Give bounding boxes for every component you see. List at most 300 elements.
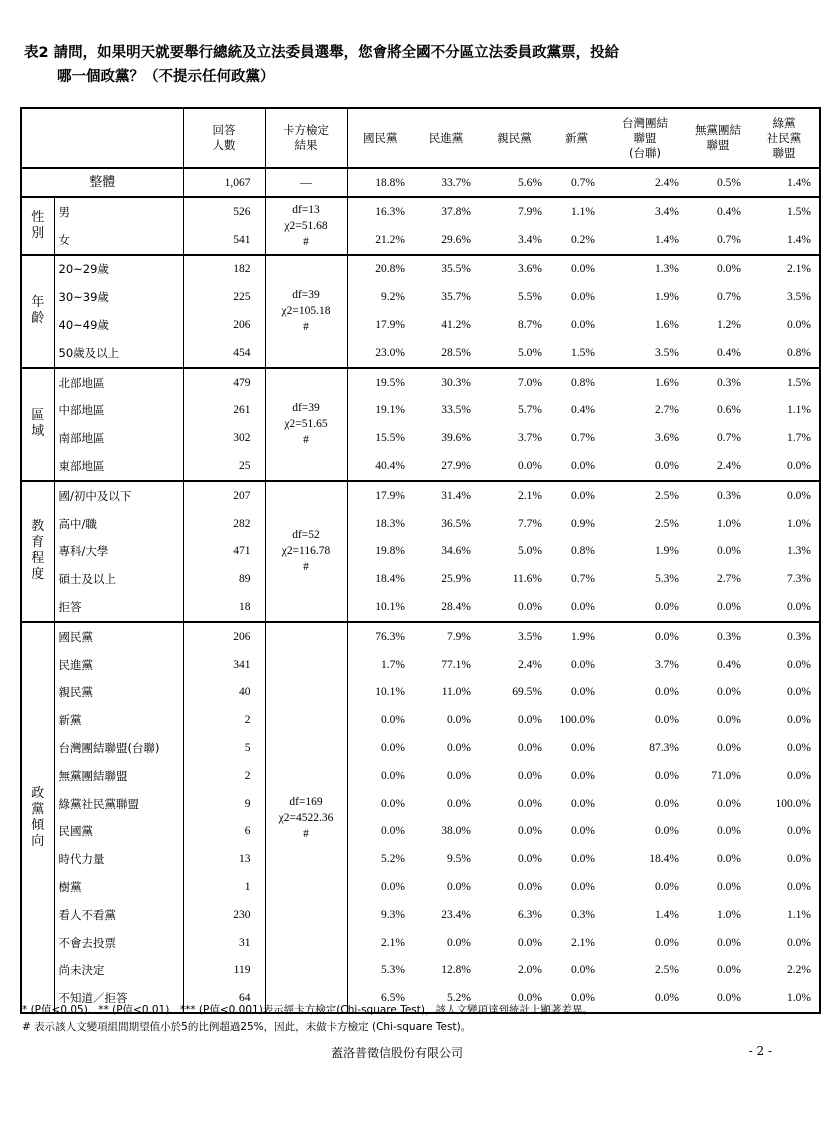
header-party <box>603 108 687 168</box>
respondent-count: 6 <box>183 818 265 846</box>
group-label <box>21 481 54 622</box>
header-party-line: 綠黨 <box>772 115 796 130</box>
respondent-count: 89 <box>183 565 265 593</box>
percent-cell: 0.0% <box>787 489 811 502</box>
percent-cell: 2.5% <box>655 517 679 530</box>
percent-cell: 0.0% <box>717 742 741 755</box>
percent-cell: 1.0% <box>717 908 741 921</box>
chi-square-line: # <box>303 827 309 840</box>
percent-cell: 1.5% <box>787 205 811 218</box>
percent-cell: 0.0% <box>787 769 811 782</box>
group-label <box>21 255 54 368</box>
percent-cell: 0.0% <box>655 686 679 699</box>
percent-cell: 3.5% <box>655 346 679 359</box>
percent-cell: 0.7% <box>571 176 595 189</box>
respondent-count: 341 <box>183 651 265 679</box>
chi-square-line: χ2=4522.36 <box>278 811 334 824</box>
percent-cell: 0.0% <box>518 460 542 473</box>
group-label-char: 區 <box>31 408 45 424</box>
percent-cell: 0.0% <box>518 992 542 1005</box>
header-party-line: 民進黨 <box>428 130 464 145</box>
row-label: 50歲及以上 <box>54 339 183 368</box>
chi-square-line: # <box>303 235 309 248</box>
respondent-count: 225 <box>183 283 265 311</box>
respondent-count: 207 <box>183 481 265 510</box>
percent-cell: 0.0% <box>655 601 679 614</box>
percent-cell: 3.7% <box>655 658 679 671</box>
percent-cell: 0.0% <box>655 714 679 727</box>
percent-cell: 36.5% <box>441 517 471 530</box>
percent-cell: 5.3% <box>347 957 413 985</box>
percent-cell: 17.9% <box>347 481 413 510</box>
percent-cell: 37.8% <box>441 205 471 218</box>
percent-cell: 6.5% <box>347 984 413 1013</box>
percent-cell: 17.9% <box>347 311 413 339</box>
header-party <box>749 108 820 168</box>
header-respondents-line: 回答 <box>212 123 236 137</box>
header-party <box>347 108 413 168</box>
percent-cell: 18.4% <box>649 853 679 866</box>
table-row <box>21 311 820 339</box>
percent-cell: 0.2% <box>571 233 595 246</box>
group-label-char: 政 <box>31 785 45 801</box>
percent-cell: 0.0% <box>447 881 471 894</box>
percent-cell: 0.0% <box>571 881 595 894</box>
percent-cell: 87.3% <box>649 742 679 755</box>
table-row <box>21 651 820 679</box>
percent-cell: 5.3% <box>655 573 679 586</box>
group-label-char: 齡 <box>31 311 45 327</box>
respondent-count: 9 <box>183 790 265 818</box>
row-label: 看人不看黨 <box>54 901 183 929</box>
header-respondents <box>183 108 265 168</box>
table-body <box>21 168 820 1013</box>
group-label <box>21 622 54 1013</box>
percent-cell: 1.9% <box>655 545 679 558</box>
row-label: 親民黨 <box>54 679 183 707</box>
respondent-count: 40 <box>183 679 265 707</box>
chi-square-line: df=39 <box>292 402 320 415</box>
group-label <box>21 368 54 481</box>
percent-cell: 2.5% <box>655 489 679 502</box>
percent-cell: 0.0% <box>787 742 811 755</box>
percent-cell: 35.5% <box>441 263 471 276</box>
percent-cell: 0.4% <box>717 658 741 671</box>
percent-cell: 23.0% <box>347 339 413 368</box>
percent-cell: 0.3% <box>571 908 595 921</box>
table-row <box>21 762 820 790</box>
table-row <box>21 197 820 226</box>
percent-cell: 25.9% <box>441 573 471 586</box>
percent-cell: 2.5% <box>655 964 679 977</box>
row-label: 東部地區 <box>54 452 183 481</box>
group-label-char: 程 <box>31 551 45 567</box>
header-chi-line: 結果 <box>294 138 318 152</box>
header-party-line: 新黨 <box>565 130 588 145</box>
percent-cell: 0.9% <box>571 517 595 530</box>
row-label: 中部地區 <box>54 397 183 425</box>
percent-cell: 0.0% <box>655 936 679 949</box>
overall-row <box>21 168 820 197</box>
percent-cell: 19.8% <box>347 538 413 566</box>
percent-cell: 28.4% <box>441 601 471 614</box>
percent-cell: 0.0% <box>347 873 413 901</box>
table-title <box>24 41 764 89</box>
percent-cell: 0.0% <box>787 853 811 866</box>
percent-cell: 0.0% <box>717 936 741 949</box>
percent-cell: 0.0% <box>655 460 679 473</box>
percent-cell: 0.3% <box>787 630 811 643</box>
percent-cell: 1.9% <box>655 291 679 304</box>
percent-cell: 1.6% <box>655 376 679 389</box>
group-label <box>21 197 54 255</box>
footnote-expected-values: # 表示該人文變項組間期望值小於5的比例超過25%，因此，未做卡方檢定 (Chi-square Test)。 <box>22 1021 472 1033</box>
table-row <box>21 226 820 255</box>
percent-cell: 23.4% <box>441 908 471 921</box>
percent-cell: 9.3% <box>347 901 413 929</box>
percent-cell: 7.7% <box>518 517 542 530</box>
chi-square-result <box>265 255 347 368</box>
percent-cell: 0.0% <box>447 936 471 949</box>
percent-cell: 0.0% <box>518 881 542 894</box>
percent-cell: 2.0% <box>518 964 542 977</box>
respondent-count: 18 <box>183 593 265 622</box>
percent-cell: 11.0% <box>441 686 471 699</box>
percent-cell: 76.3% <box>347 622 413 651</box>
percent-cell: 3.5% <box>518 630 542 643</box>
percent-cell: 0.7% <box>717 432 741 445</box>
row-label: 國/初中及以下 <box>54 481 183 510</box>
percent-cell: 1.0% <box>787 992 811 1005</box>
table-row <box>21 929 820 957</box>
row-label: 30~39歲 <box>54 283 183 311</box>
percent-cell: 0.0% <box>347 734 413 762</box>
row-label: 40~49歲 <box>54 311 183 339</box>
percent-cell: 41.2% <box>441 319 471 332</box>
percent-cell: 0.0% <box>655 630 679 643</box>
percent-cell: 5.2% <box>347 845 413 873</box>
respondent-count: 5 <box>183 734 265 762</box>
row-label: 綠黨社民黨聯盟 <box>54 790 183 818</box>
header-party-line: 親民黨 <box>497 130 532 145</box>
percent-cell: 0.0% <box>717 964 741 977</box>
percent-cell: 18.8% <box>347 168 413 197</box>
percent-cell: 3.4% <box>518 233 542 246</box>
header-chi-square <box>265 108 347 168</box>
table-row <box>21 706 820 734</box>
chi-square-result <box>265 481 347 622</box>
percent-cell: 31.4% <box>441 489 471 502</box>
respondent-count: 479 <box>183 368 265 397</box>
respondent-count: 31 <box>183 929 265 957</box>
respondent-count: 206 <box>183 311 265 339</box>
percent-cell: 0.0% <box>717 853 741 866</box>
percent-cell: 21.2% <box>347 226 413 255</box>
percent-cell: 0.0% <box>787 825 811 838</box>
title-line-2: 哪一個政黨？（不提示任何政黨） <box>57 69 275 85</box>
percent-cell: 0.0% <box>571 263 595 276</box>
respondent-count: 2 <box>183 762 265 790</box>
header-party-line: (台聯) <box>629 145 661 160</box>
row-label: 民進黨 <box>54 651 183 679</box>
percent-cell: 2.1% <box>571 936 595 949</box>
percent-cell: 0.0% <box>518 714 542 727</box>
chi-square-line: # <box>303 321 309 334</box>
percent-cell: 5.0% <box>518 545 542 558</box>
header-party-line: 社民黨 <box>766 130 802 145</box>
header-party-line: 聯盟 <box>633 130 657 145</box>
percent-cell: 0.0% <box>787 936 811 949</box>
respondent-count: 526 <box>183 197 265 226</box>
respondent-count: 64 <box>183 984 265 1013</box>
percent-cell: 2.7% <box>717 573 741 586</box>
percent-cell: 0.0% <box>571 992 595 1005</box>
percent-cell: 0.4% <box>571 404 595 417</box>
percent-cell: 3.6% <box>518 263 542 276</box>
row-label: 時代力量 <box>54 845 183 873</box>
row-label: 民國黨 <box>54 818 183 846</box>
percent-cell: 3.5% <box>787 291 811 304</box>
respondent-count: 541 <box>183 226 265 255</box>
group-label-char: 域 <box>31 424 45 440</box>
percent-cell: 1.7% <box>787 432 811 445</box>
percent-cell: 0.0% <box>571 686 595 699</box>
percent-cell: 100.0% <box>559 714 595 727</box>
row-label: 北部地區 <box>54 368 183 397</box>
table-row <box>21 339 820 368</box>
group-label-char: 教 <box>31 519 45 535</box>
percent-cell: 0.8% <box>787 346 811 359</box>
percent-cell: 10.1% <box>347 593 413 622</box>
respondent-count: 2 <box>183 706 265 734</box>
percent-cell: 0.7% <box>717 291 741 304</box>
percent-cell: 5.2% <box>447 992 471 1005</box>
respondent-count: 302 <box>183 424 265 452</box>
percent-cell: 12.8% <box>441 964 471 977</box>
percent-cell: 38.0% <box>441 825 471 838</box>
percent-cell: 0.0% <box>571 853 595 866</box>
percent-cell: 71.0% <box>711 769 741 782</box>
header-party <box>687 108 749 168</box>
percent-cell: 2.4% <box>518 658 542 671</box>
percent-cell: 39.6% <box>441 432 471 445</box>
percent-cell: 0.4% <box>717 205 741 218</box>
respondent-count: 261 <box>183 397 265 425</box>
percent-cell: 33.5% <box>441 404 471 417</box>
header-blank <box>21 108 183 168</box>
percent-cell: 0.0% <box>447 742 471 755</box>
table-row <box>21 790 820 818</box>
survey-table <box>20 107 821 1014</box>
percent-cell: 0.0% <box>717 797 741 810</box>
percent-cell: 2.1% <box>347 929 413 957</box>
percent-cell: 0.0% <box>518 853 542 866</box>
percent-cell: 0.0% <box>518 797 542 810</box>
percent-cell: 3.6% <box>655 432 679 445</box>
row-label: 國民黨 <box>54 622 183 651</box>
percent-cell: 1.4% <box>787 176 811 189</box>
percent-cell: 30.3% <box>441 376 471 389</box>
row-label: 男 <box>54 197 183 226</box>
table-header <box>21 108 820 168</box>
table-row <box>21 510 820 538</box>
row-label: 樹黨 <box>54 873 183 901</box>
percent-cell: 15.5% <box>347 424 413 452</box>
percent-cell: 1.1% <box>571 205 595 218</box>
percent-cell: 0.0% <box>717 992 741 1005</box>
percent-cell: 1.3% <box>655 263 679 276</box>
percent-cell: 0.0% <box>787 601 811 614</box>
header-party <box>413 108 479 168</box>
percent-cell: 0.0% <box>347 706 413 734</box>
percent-cell: 0.0% <box>787 658 811 671</box>
table-row <box>21 818 820 846</box>
group-label-char: 向 <box>31 833 45 849</box>
percent-cell: 7.9% <box>447 630 471 643</box>
percent-cell: 7.3% <box>787 573 811 586</box>
company-name: 蓋洛普徵信股份有限公司 <box>330 1046 463 1060</box>
percent-cell: 34.6% <box>441 545 471 558</box>
percent-cell: 0.0% <box>571 319 595 332</box>
percent-cell: 19.1% <box>347 397 413 425</box>
percent-cell: 0.0% <box>518 742 542 755</box>
chi-square-line: χ2=51.68 <box>284 219 328 232</box>
percent-cell: 0.7% <box>571 432 595 445</box>
percent-cell: 0.0% <box>717 263 741 276</box>
percent-cell: 1.4% <box>787 233 811 246</box>
row-label: 尚未決定 <box>54 957 183 985</box>
percent-cell: 28.5% <box>441 346 471 359</box>
percent-cell: 0.0% <box>655 881 679 894</box>
percent-cell: 0.0% <box>571 601 595 614</box>
row-label: 不會去投票 <box>54 929 183 957</box>
chi-square-result: — <box>265 168 347 197</box>
chi-square-result <box>265 368 347 481</box>
respondent-count: 206 <box>183 622 265 651</box>
header-chi-line: 卡方檢定 <box>283 123 329 137</box>
header-party <box>550 108 603 168</box>
percent-cell: 9.2% <box>347 283 413 311</box>
group-label-char: 育 <box>31 535 45 551</box>
percent-cell: 19.5% <box>347 368 413 397</box>
row-label: 高中/職 <box>54 510 183 538</box>
respondent-count: 230 <box>183 901 265 929</box>
percent-cell: 2.1% <box>518 489 542 502</box>
respondent-count: 25 <box>183 452 265 481</box>
group-label-char: 度 <box>31 567 45 583</box>
percent-cell: 6.3% <box>518 908 542 921</box>
respondent-count: 1 <box>183 873 265 901</box>
percent-cell: 0.0% <box>717 714 741 727</box>
percent-cell: 0.0% <box>717 881 741 894</box>
respondent-count: 13 <box>183 845 265 873</box>
chi-square-line: df=39 <box>292 289 320 302</box>
percent-cell: 0.4% <box>717 346 741 359</box>
percent-cell: 0.0% <box>655 825 679 838</box>
table-row <box>21 593 820 622</box>
respondent-count: 119 <box>183 957 265 985</box>
percent-cell: 0.0% <box>717 825 741 838</box>
percent-cell: 2.2% <box>787 964 811 977</box>
percent-cell: 0.3% <box>717 630 741 643</box>
table-row <box>21 452 820 481</box>
respondent-count: 282 <box>183 510 265 538</box>
table-row <box>21 481 820 510</box>
overall-label: 整體 <box>89 174 116 190</box>
row-label: 南部地區 <box>54 424 183 452</box>
percent-cell: 0.0% <box>447 797 471 810</box>
respondent-count: 182 <box>183 255 265 284</box>
row-label: 專科/大學 <box>54 538 183 566</box>
percent-cell: 1.4% <box>655 908 679 921</box>
percent-cell: 0.0% <box>787 460 811 473</box>
percent-cell: 0.0% <box>787 686 811 699</box>
percent-cell: 69.5% <box>512 686 542 699</box>
chi-square-line: df=52 <box>292 529 320 542</box>
percent-cell: 0.3% <box>717 376 741 389</box>
percent-cell: 2.4% <box>717 460 741 473</box>
percent-cell: 0.0% <box>518 769 542 782</box>
percent-cell: 0.0% <box>787 319 811 332</box>
row-label: 台灣團結聯盟(台聯) <box>54 734 183 762</box>
row-label: 無黨團結聯盟 <box>54 762 183 790</box>
percent-cell: 0.0% <box>717 545 741 558</box>
percent-cell: 7.9% <box>518 205 542 218</box>
row-label: 拒答 <box>54 593 183 622</box>
percent-cell: 1.5% <box>787 376 811 389</box>
percent-cell: 3.7% <box>518 432 542 445</box>
percent-cell: 1.2% <box>717 319 741 332</box>
chi-square-line: df=13 <box>292 203 320 216</box>
percent-cell: 0.0% <box>571 460 595 473</box>
percent-cell: 0.0% <box>571 291 595 304</box>
group-label-char: 黨 <box>31 801 45 817</box>
percent-cell: 1.1% <box>787 908 811 921</box>
percent-cell: 18.3% <box>347 510 413 538</box>
table-row <box>21 565 820 593</box>
percent-cell: 0.8% <box>571 376 595 389</box>
percent-cell: 16.3% <box>347 197 413 226</box>
percent-cell: 1.7% <box>347 651 413 679</box>
percent-cell: 1.0% <box>787 517 811 530</box>
percent-cell: 0.0% <box>571 825 595 838</box>
percent-cell: 0.0% <box>571 658 595 671</box>
chi-square-line: χ2=116.78 <box>281 545 331 558</box>
percent-cell: 0.0% <box>571 964 595 977</box>
percent-cell: 0.0% <box>571 489 595 502</box>
percent-cell: 1.1% <box>787 404 811 417</box>
percent-cell: 5.5% <box>518 291 542 304</box>
table-row <box>21 679 820 707</box>
table-row <box>21 957 820 985</box>
percent-cell: 0.0% <box>717 686 741 699</box>
table-row <box>21 368 820 397</box>
percent-cell: 20.8% <box>347 255 413 284</box>
percent-cell: 0.0% <box>655 992 679 1005</box>
percent-cell: 29.6% <box>441 233 471 246</box>
percent-cell: 18.4% <box>347 565 413 593</box>
percent-cell: 0.0% <box>518 601 542 614</box>
chi-square-line: χ2=105.18 <box>281 305 331 318</box>
percent-cell: 1.4% <box>655 233 679 246</box>
percent-cell: 0.8% <box>571 545 595 558</box>
percent-cell: 0.5% <box>717 176 741 189</box>
header-party-line: 台灣團結 <box>622 115 668 130</box>
percent-cell: 0.0% <box>347 818 413 846</box>
percent-cell: 27.9% <box>441 460 471 473</box>
percent-cell: 0.0% <box>571 797 595 810</box>
percent-cell: 2.4% <box>655 176 679 189</box>
